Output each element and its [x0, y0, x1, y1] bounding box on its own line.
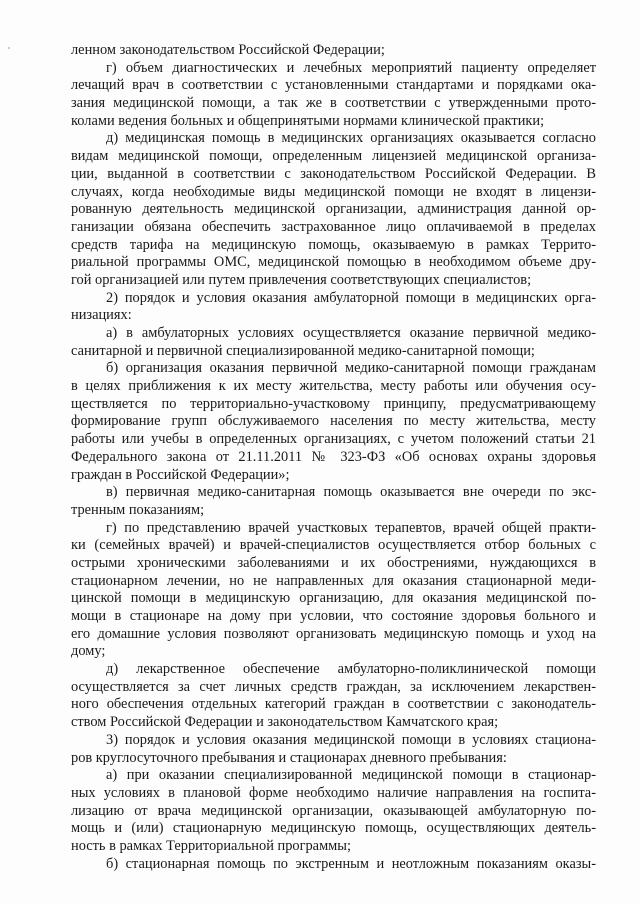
text-line: а) при оказании специализированной медицинской помощи в стационар-	[106, 767, 596, 784]
text-line: лизацию от врача медицинской организации, оказывающей амбулаторную по-	[71, 802, 596, 819]
text-line: гой организацией или путем привлечения соответствующих специалистов;	[71, 271, 532, 288]
text-line: г) объем диагностических и лечебных мероприятий пациенту определяет	[106, 59, 596, 76]
text-line: ров круглосуточного пребывания и стационарах дневного пребывания:	[71, 749, 507, 766]
text-line: д) медицинская помощь в медицинских организациях оказывается согласно	[106, 130, 596, 147]
text-line: в целях приближения к их месту жительства, месту работы или обучения осу-	[71, 378, 596, 395]
text-line: острыми хроническими заболеваниями и их обострениями, нуждающихся в	[71, 554, 596, 571]
text-line: г) по представлению врачей участковых терапевтов, врачей общей практи-	[106, 519, 596, 536]
text-line: стационарном лечении, но не направленных для оказания стационарной меди-	[71, 572, 596, 589]
text-line: лечащий врач в соответствии с установленными стандартами и порядками ока-	[71, 77, 596, 94]
scan-speck	[8, 47, 10, 49]
text-line: средств тарифа на медицинскую помощь, оказываемую в рамках Террито-	[71, 236, 596, 253]
text-line: ных условиях в плановой форме необходимо наличие направления на госпита-	[71, 784, 596, 801]
text-line: дому;	[71, 643, 106, 660]
text-line: б) стационарная помощь по экстренным и неотложным показаниям оказы-	[106, 855, 596, 872]
text-line: зания медицинской помощи, а так же в соответствии с утвержденными прото-	[71, 95, 596, 112]
text-line: мощи в стационаре на дому при условии, что состояние здоровья больного и	[71, 608, 596, 624]
text-line: ществляется по территориально-участковому принципу, предусматривающему	[71, 395, 596, 412]
document-body	[71, 42, 596, 873]
text-line: колами ведения больных и общепринятыми нормами клинической практики;	[71, 112, 545, 129]
text-line: ки (семейных врачей) и врачей-специалистов осуществляется отбор больных с	[71, 537, 596, 554]
text-line: низациях:	[71, 307, 132, 324]
text-line: а) в амбулаторных условиях осуществляется оказание первичной медико-	[106, 325, 596, 341]
text-line: работы или учебы в определенных организациях, с учетом положений статьи 21	[71, 431, 596, 448]
text-line: формирование групп обслуживаемого населения по месту жительства, месту	[71, 413, 596, 430]
text-line: ного обеспечения отдельных категорий граждан в соответствии с законодатель-	[71, 696, 596, 713]
text-line: тренным показаниям;	[71, 501, 205, 518]
text-line: ции, выданной в соответствии с законодательством Российской Федерации. В	[71, 165, 596, 182]
text-line: случаях, когда необходимые виды медицинской помощи не входят в лицензи-	[71, 183, 596, 200]
text-line: санитарной и первичной специализированной медико-санитарной помощи;	[71, 342, 535, 359]
text-line: ленном законодательством Российской Федерации;	[71, 42, 385, 58]
text-line: б) организация оказания первичной медико-санитарной помощи гражданам	[106, 360, 596, 377]
text-line: цинской помощи в медицинскую организацию, для оказания медицинской по-	[71, 590, 596, 607]
text-line: осуществляется за счет личных средств граждан, за исключением лекарствен-	[71, 678, 596, 695]
text-line: 2) порядок и условия оказания амбулаторной помощи в медицинских орга-	[106, 289, 596, 306]
text-line: 3) порядок и условия оказания медицинской помощи в условиях стациона-	[106, 731, 596, 748]
text-line: д) лекарственное обеспечение амбулаторно-поликлинической помощи	[106, 661, 596, 678]
text-line: мощь и (или) стационарную медицинскую помощь, осуществляющих деятель-	[71, 820, 596, 837]
text-line: в) первичная медико-санитарная помощь оказывается вне очереди по экс-	[106, 484, 596, 501]
text-line: его домашние условия позволяют организовать медицинскую помощь и уход на	[71, 625, 596, 642]
text-line: ность в рамках Территориальной программы;	[71, 837, 351, 854]
text-line: ством Российской Федерации и законодательством Камчатского края;	[71, 714, 499, 731]
text-line: видам медицинской помощи, определенным лицензией медицинской организа-	[71, 148, 596, 165]
text-line: граждан в Российской Федерации»;	[71, 466, 290, 483]
text-line: ганизации обязана обеспечить застрахованное лицо оплачиваемой в пределах	[71, 218, 596, 235]
text-line: риальной программы ОМС, медицинской помощью в необходимом объеме дру-	[71, 254, 596, 271]
text-line: рованную деятельность медицинской организации, администрация данной ор-	[71, 201, 596, 218]
text-line: Федерального закона от 21.11.2011 № 323-ФЗ «Об основах охраны здоровья	[71, 448, 596, 465]
